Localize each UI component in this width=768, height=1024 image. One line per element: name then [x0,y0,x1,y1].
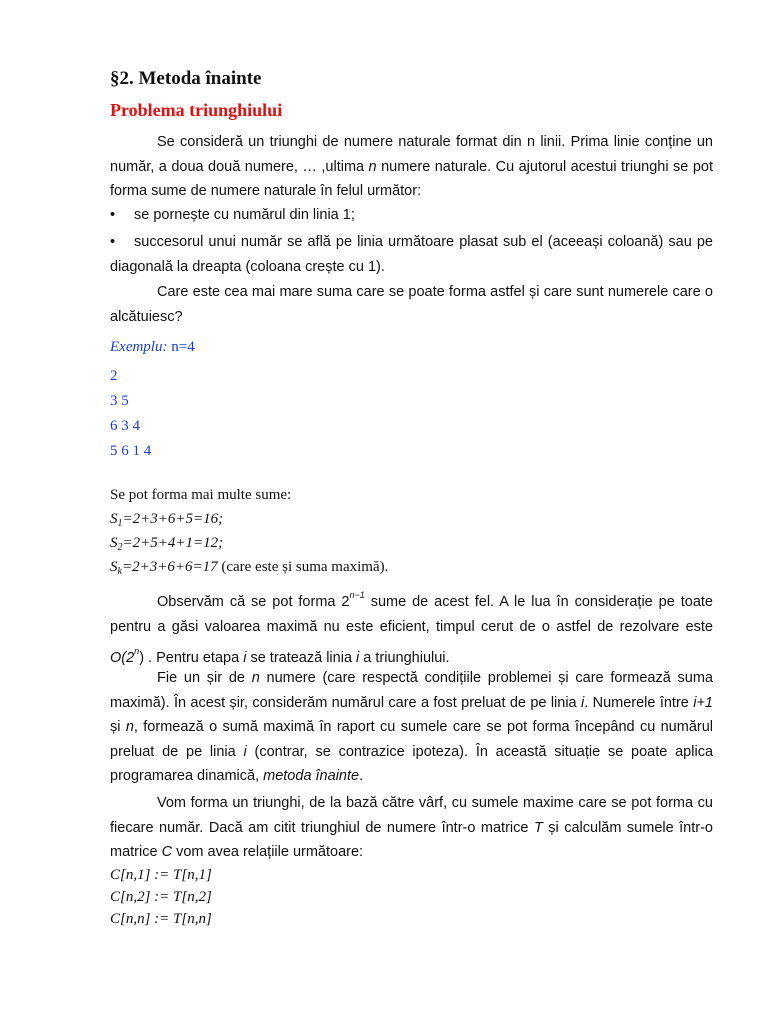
formula-line: C[n,n] := T[n,n] [110,911,212,927]
triangle-row: 6 3 4 [110,418,140,434]
formula-line: C[n,2] := T[n,2] [110,889,212,905]
sequence-paragraph: Fie un șir de n numere (care respectă condițiile problemei și care formează suma maximă). În acest șir, considerăm numărul care a fost preluat de pe linia i. Numerele între i+1 și n, formează o sumă maximă în raport cu sumele care se pot forma începând cu numărul preluat de pe linia i (contrar, se contrazice ipoteza). În această situație se poate aplica programarea dinamică, metoda înainte. [110,670,714,784]
triangle-row: 2 [110,368,118,384]
bullet-item: • succesorul unui număr se află pe linia următoare plasat sub el (aceeași coloană) sau pe diagonală la dreapta (coloana crește cu 1). [110,234,713,275]
sums-intro: Se pot forma mai multe sume: [110,487,292,503]
build-paragraph: Vom forma un triunghi, de la bază către vârf, cu sumele maxime care se pot forma cu fiecare număr. Dacă am citit triunghiul de numere într-o matrice T și calculăm sumele într-o matrice C vom avea relațiile următoare: [110,795,713,860]
sum-line: $S_1=2+3+6+5=16$; [110,511,224,529]
formula-line: C[n,1] := T[n,1] [110,867,212,883]
example-label: Exemplu: n=4 [110,339,195,355]
section-heading: §2. Metoda înainte [110,68,262,89]
triangle-row: 3 5 [110,393,129,409]
intro-paragraph: Se consideră un triunghi de numere naturale format din n linii. Prima linie conține un număr, a doua două numere, … ,ultima n numere naturale. Cu ajutorul acestui triunghi se pot forma sume de numere naturale în felul următor: [110,134,713,199]
observation-paragraph: Observăm că se pot forma $2^{n-1}$ sume de acest fel. A le lua în considerație pe toate pentru a găsi valoarea maximă nu este eficient, timpul cerut de o astfel de rezolvare este O(2$^n$) . Pentru etapa i se tratează linia i a triunghiului. [110,590,713,666]
bullet-item: • se pornește cu numărul din linia 1; [110,207,355,223]
sum-line: $S_k=2+3+6+6=17$ (care este și suma maximă). [110,559,389,577]
question-paragraph: Care este cea mai mare suma care se poate forma astfel și care sunt numerele care o alcătuiesc? [110,284,713,325]
triangle-row: 5 6 1 4 [110,443,152,459]
sum-line: $S_2=2+5+4+1=12$; [110,535,224,553]
problem-heading: Problema triunghiului [110,100,283,120]
